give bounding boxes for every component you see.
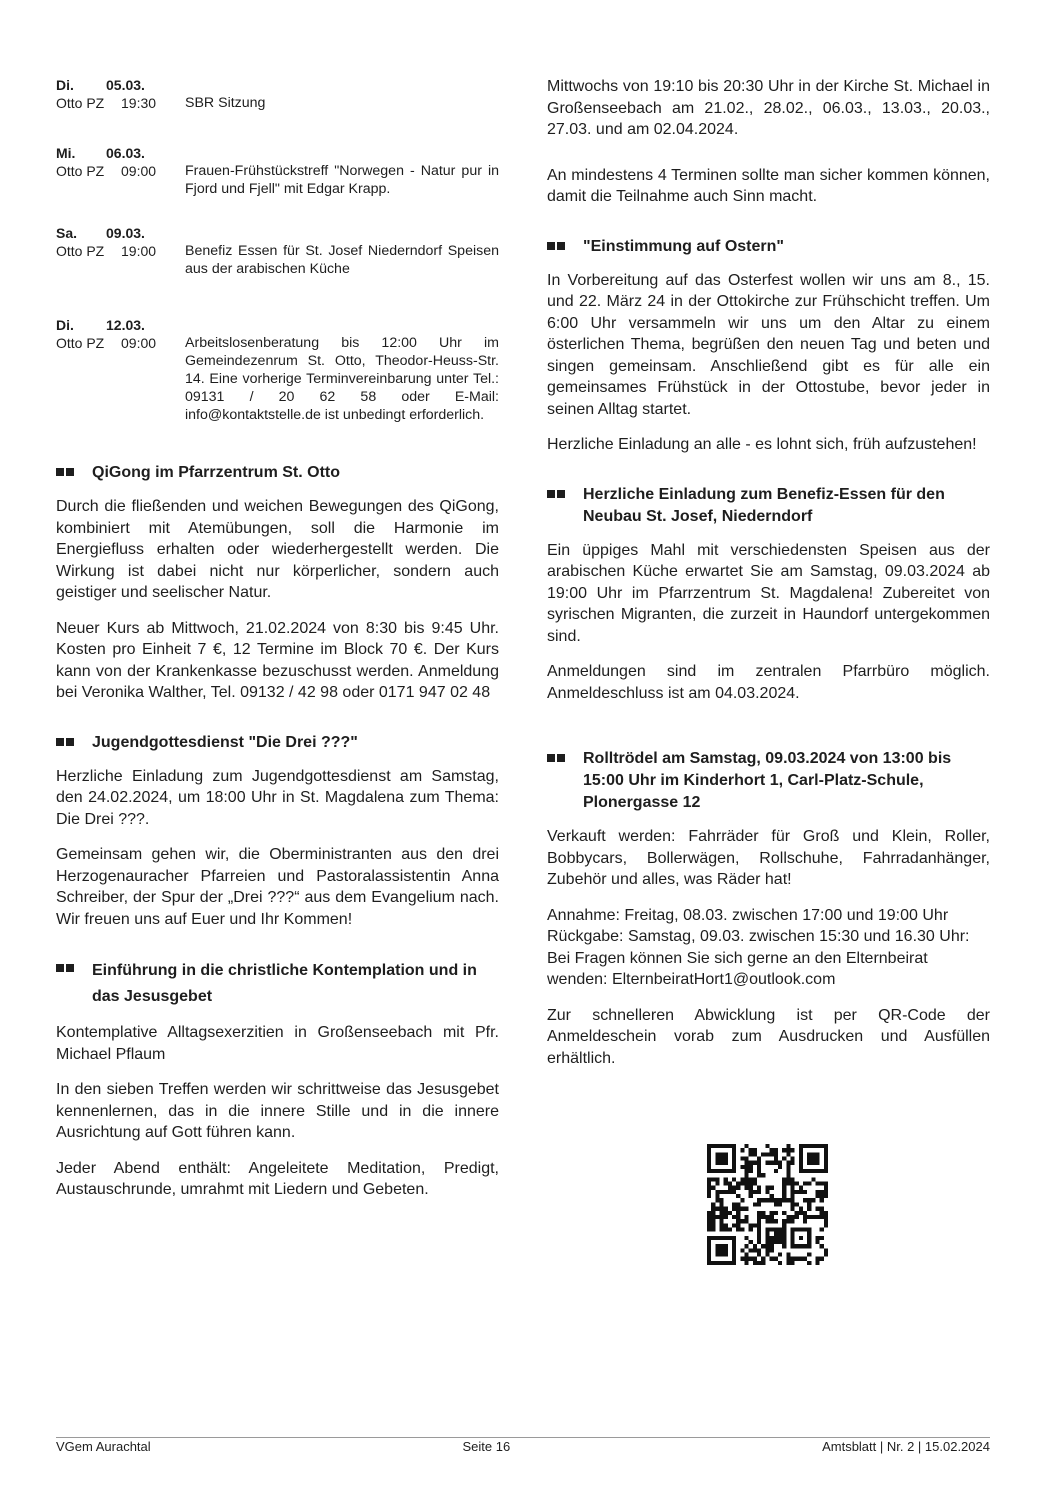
event-time: 09:00: [121, 335, 157, 351]
event-day: Di.: [56, 77, 74, 93]
event-text: Frauen-Frühstückstreff "Norwegen - Natur pur in Fjord und Fjell" mit Edgar Krapp.: [185, 163, 499, 197]
event-day: Sa.: [56, 225, 78, 241]
bullet-icon: [56, 462, 92, 476]
section-title: QiGong im Pfarrzentrum St. Otto: [56, 462, 499, 484]
event-entry: [56, 76, 499, 112]
event-date: 12.03.: [106, 317, 145, 333]
right-column: [547, 76, 990, 1083]
paragraph: An mindestens 4 Terminen sollte man sicher kommen können, damit die Teilnahme auch Sinn macht.: [547, 166, 990, 205]
paragraph: Neuer Kurs ab Mittwoch, 21.02.2024 von 8:30 bis 9:45 Uhr. Kosten pro Einheit 7 €, 12 Termine im Block 70 €. Der Kurs kann von der Krankenkasse bezuschusst werden. Anmeldung bei Veronika Walther, Tel. 09132 / 42 98 oder 0171 947 02 48: [56, 619, 499, 701]
event-text: SBR Sitzung: [185, 95, 266, 111]
paragraph: Jeder Abend enthält: Angeleitete Meditation, Predigt, Austauschrunde, umrahmt mit Liedern und Gebeten.: [56, 1159, 499, 1198]
event-date: 09.03.: [106, 225, 145, 241]
event-place: Otto PZ: [56, 163, 105, 179]
event-entry: [56, 224, 499, 278]
section-qigong: [56, 462, 499, 704]
section-title: Einführung in die christliche Kontemplation und in das Jesusgebet: [56, 958, 499, 1010]
paragraph: In Vorbereitung auf das Osterfest wollen wir uns am 8., 15. und 22. März 24 in der Ottokirche zur Frühschicht treffen. Um 6:00 Uhr versammeln wir uns um den Altar zu einem österlichen Thema, begrüßen den neuen Tag und beten und singen gemeinsam. Anschließend gibt es für alle ein gemeinsames Frühstück in der Ottostube, bevor jeder in seinen Alltag startet.: [547, 271, 990, 418]
event-place: Otto PZ: [56, 95, 105, 111]
qr-code-icon[interactable]: [707, 1144, 828, 1265]
event-date: 05.03.: [106, 77, 145, 93]
section-jugendgottesdienst: [56, 732, 499, 931]
section-title: "Einstimmung auf Ostern": [547, 236, 990, 258]
section-title: Herzliche Einladung zum Benefiz-Essen für den Neubau St. Josef, Niederndorf: [547, 484, 990, 528]
event-time: 19:30: [121, 95, 157, 111]
bullet-icon: [547, 748, 583, 762]
bullet-icon: [56, 732, 92, 746]
paragraph: Zur schnelleren Abwicklung ist per QR-Code der Anmeldeschein vorab zum Ausdrucken und Ausfüllen erhältlich.: [547, 1006, 990, 1067]
event-entry: [56, 316, 499, 424]
event-place: Otto PZ: [56, 335, 105, 351]
event-time: 09:00: [121, 163, 157, 179]
page-number: Seite 16: [462, 1439, 511, 1454]
section-title: Rolltrödel am Samstag, 09.03.2024 von 13:00 bis 15:00 Uhr im Kinderhort 1, Carl-Platz-Schule, Plonergasse 12: [547, 748, 990, 814]
page-footer: [56, 1437, 990, 1454]
event-entry: [56, 144, 499, 198]
paragraph: Herzliche Einladung zum Jugendgottesdienst am Samstag, den 24.02.2024, um 18:00 Uhr in St. Magdalena zum Thema: Die Drei ???.: [56, 767, 499, 828]
event-time: 19:00: [121, 243, 157, 259]
section-title: Jugendgottesdienst "Die Drei ???": [56, 732, 499, 754]
paragraph: Annahme: Freitag, 08.03. zwischen 17:00 und 19:00 Uhr Rückgabe: Samstag, 09.03. zwischen 15:30 und 16.30 Uhr: Bei Fragen können Sie sich gerne an den Elternbeirat wenden: ElternbeiratHort1@outlook.com: [547, 906, 970, 988]
bullet-icon: [547, 236, 583, 250]
paragraph: Mittwochs von 19:10 bis 20:30 Uhr in der Kirche St. Michael in Großenseebach am 21.02., 28.02., 06.03., 13.03., 20.03., 27.03. und am 02.04.2024.: [547, 78, 990, 138]
bullet-icon: [56, 958, 92, 972]
section-benefiz: [547, 484, 990, 705]
section-kontemplation: [56, 958, 499, 1201]
paragraph: Verkauft werden: Fahrräder für Groß und Klein, Roller, Bobbycars, Bollerwägen, Rollschuhe, Fahrradanhänger, Zubehör und alles, was Räder hat!: [547, 828, 990, 888]
event-text: Benefiz Essen für St. Josef Niederndorf Speisen aus der arabischen Küche: [185, 243, 499, 277]
event-day: Di.: [56, 317, 74, 333]
footer-publisher: VGem Aurachtal: [56, 1439, 151, 1454]
paragraph: Ein üppiges Mahl mit verschiedensten Speisen aus der arabischen Küche erwartet Sie am Samstag, 09.03.2024 ab 19:00 Uhr im Pfarrzentrum St. Magdalena! Zubereitet von syrischen Migranten, die zurzeit in Haundorf untergekommen sind.: [547, 541, 990, 645]
paragraph: Durch die fließenden und weichen Bewegungen des QiGong, kombiniert mit Atemübungen, soll die Harmonie im Energiefluss erhalten oder wiederhergestellt werden. Die Wirkung ist dabei nicht nur körperlicher, sondern auch geistiger und seelischer Natur.: [56, 498, 499, 601]
event-date: 06.03.: [106, 145, 145, 161]
paragraph: Kontemplative Alltagsexerzitien in Großenseebach mit Pfr. Michael Pflaum: [56, 1024, 499, 1063]
paragraph: In den sieben Treffen werden wir schrittweise das Jesusgebet kennenlernen, das in die innere Stille und in die innere Ausrichtung auf Gott führen kann.: [56, 1081, 499, 1141]
event-place: Otto PZ: [56, 243, 105, 259]
event-day: Mi.: [56, 145, 76, 161]
section-rolltroedel: [547, 748, 990, 1069]
section-ostern: [547, 236, 990, 456]
left-column: [56, 76, 499, 1215]
paragraph: Gemeinsam gehen wir, die Oberministranten aus den drei Herzogenauracher Pfarreien und Pastoralassistentin Anna Schreiber, der Spur der „Drei ???“ aus dem Evangelium nach. Wir freuen uns auf Euer und Ihr Kommen!: [56, 846, 499, 928]
bullet-icon: [547, 484, 583, 498]
footer-issue: Amtsblatt | Nr. 2 | 15.02.2024: [822, 1439, 990, 1454]
paragraph: Herzliche Einladung an alle - es lohnt sich, früh aufzustehen!: [547, 436, 977, 453]
paragraph: Anmeldungen sind im zentralen Pfarrbüro möglich. Anmeldeschluss ist am 04.03.2024.: [547, 663, 990, 702]
event-text: Arbeitslosenberatung bis 12:00 Uhr im Gemeindezenrum St. Otto, Theodor-Heuss-Str. 14. Eine vorherige Terminvereinbarung unter Tel.: 09131 / 20 62 58 oder E-Mail: info@kontaktstelle.de ist unbedingt erforderlich.: [185, 335, 499, 423]
